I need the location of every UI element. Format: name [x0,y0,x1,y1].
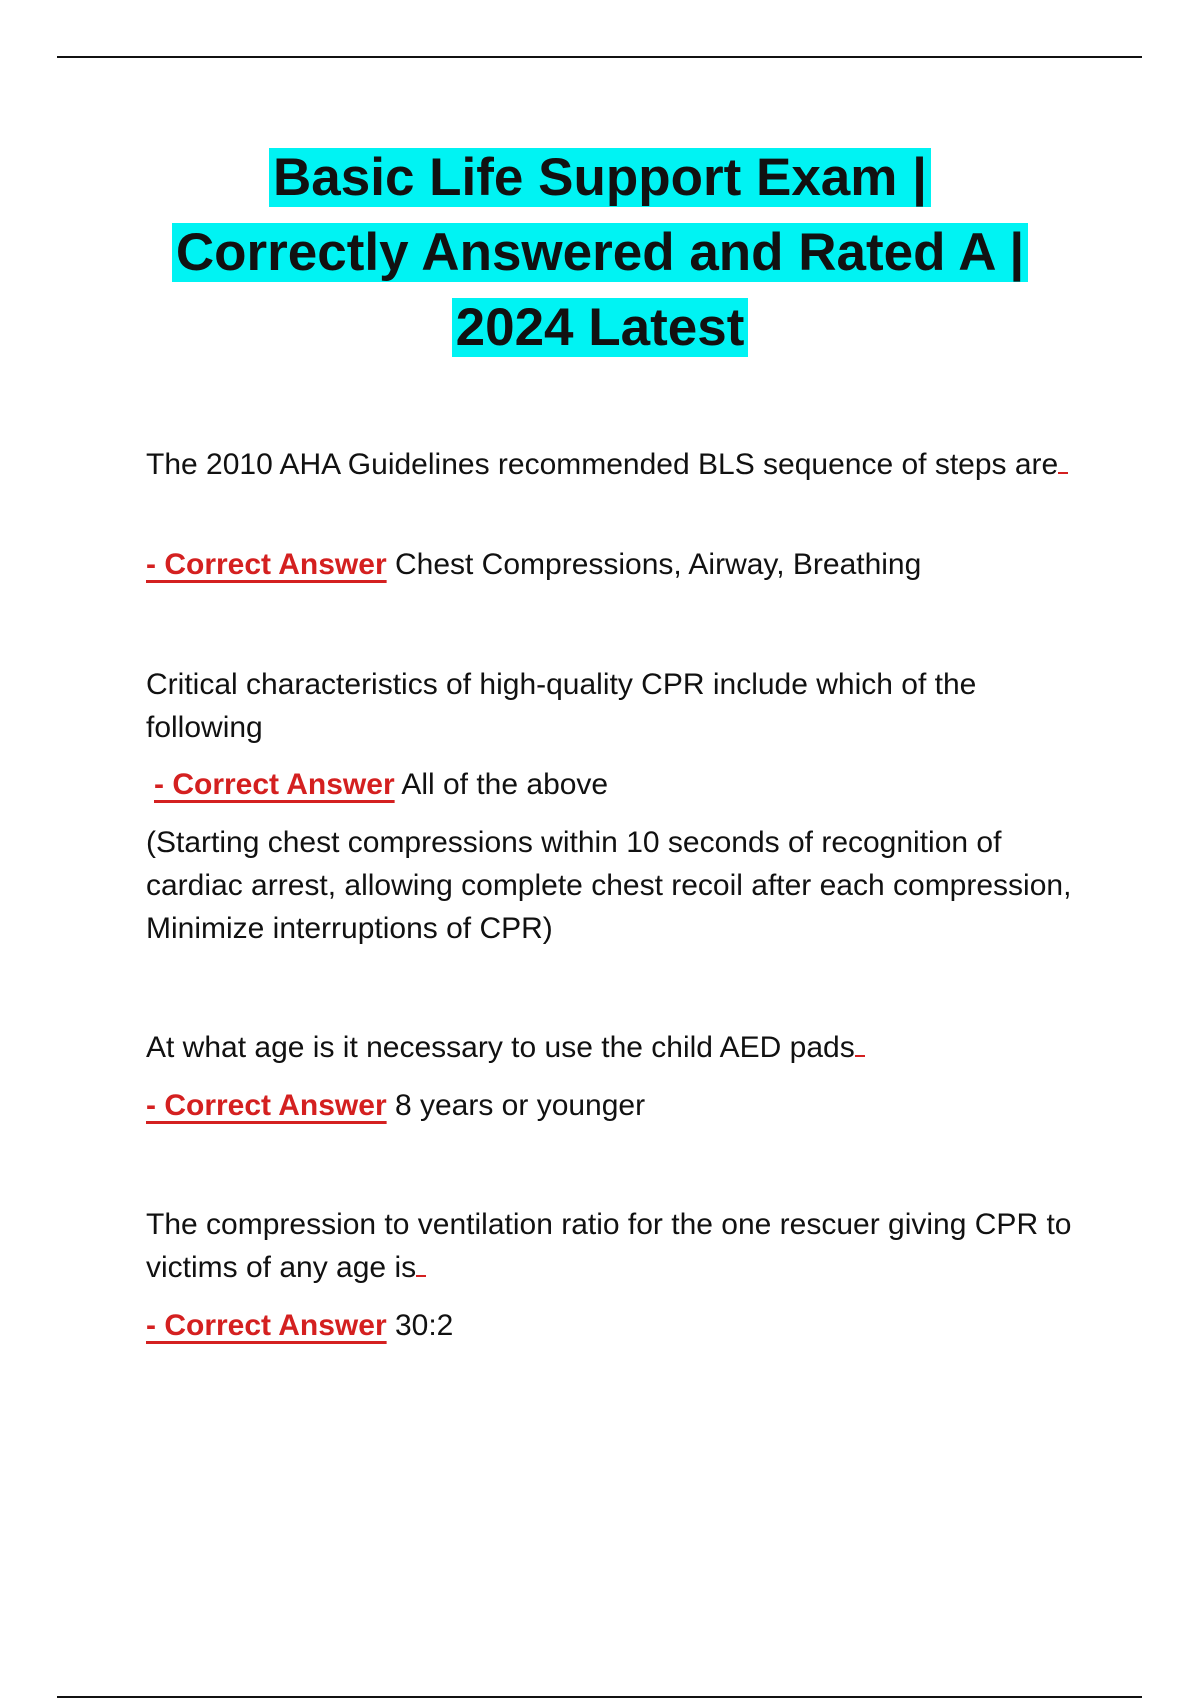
correct-answer-label: - Correct Answer [146,1089,387,1122]
question-3-blank [855,1033,865,1057]
answer-3 [146,1084,1086,1127]
question-3 [146,1026,1086,1069]
question-4 [146,1203,1086,1289]
title-line-2: Correctly Answered and Rated A | [172,223,1028,282]
document-title [100,140,1100,365]
answer-2-text: All of the above [401,768,609,801]
answer-4-text: 30:2 [394,1309,454,1342]
question-1-blank [1058,450,1068,474]
question-2 [146,663,1086,749]
question-2-text: Critical characteristics of high-quality CPR include which of the following [146,668,977,744]
answer-2-explanation: (Starting chest compressions within 10 seconds of recognition of cardiac arrest, allowing complete chest recoil after each compression, Minimize interruptions of CPR) [146,826,1072,945]
correct-answer-label: - Correct Answer [154,768,395,801]
title-line-3: 2024 Latest [452,298,749,357]
answer-4 [146,1304,1086,1347]
title-line-1: Basic Life Support Exam | [269,148,931,207]
question-3-text: At what age is it necessary to use the child AED pads [146,1031,855,1064]
top-rule [57,56,1142,58]
question-4-blank [416,1253,426,1277]
answer-1 [146,543,1086,586]
question-1 [146,443,1086,486]
question-1-text: The 2010 AHA Guidelines recommended BLS sequence of steps are [146,448,1059,481]
correct-answer-label: - Correct Answer [146,1309,387,1342]
answer-1-text: Chest Compressions, Airway, Breathing [394,548,922,581]
bottom-rule [57,1696,1142,1698]
correct-answer-label: - Correct Answer [146,548,387,581]
answer-3-text: 8 years or younger [394,1089,646,1122]
answer-2 [146,763,1086,806]
question-4-text: The compression to ventilation ratio for the one rescuer giving CPR to victims of any age is [146,1208,1072,1284]
